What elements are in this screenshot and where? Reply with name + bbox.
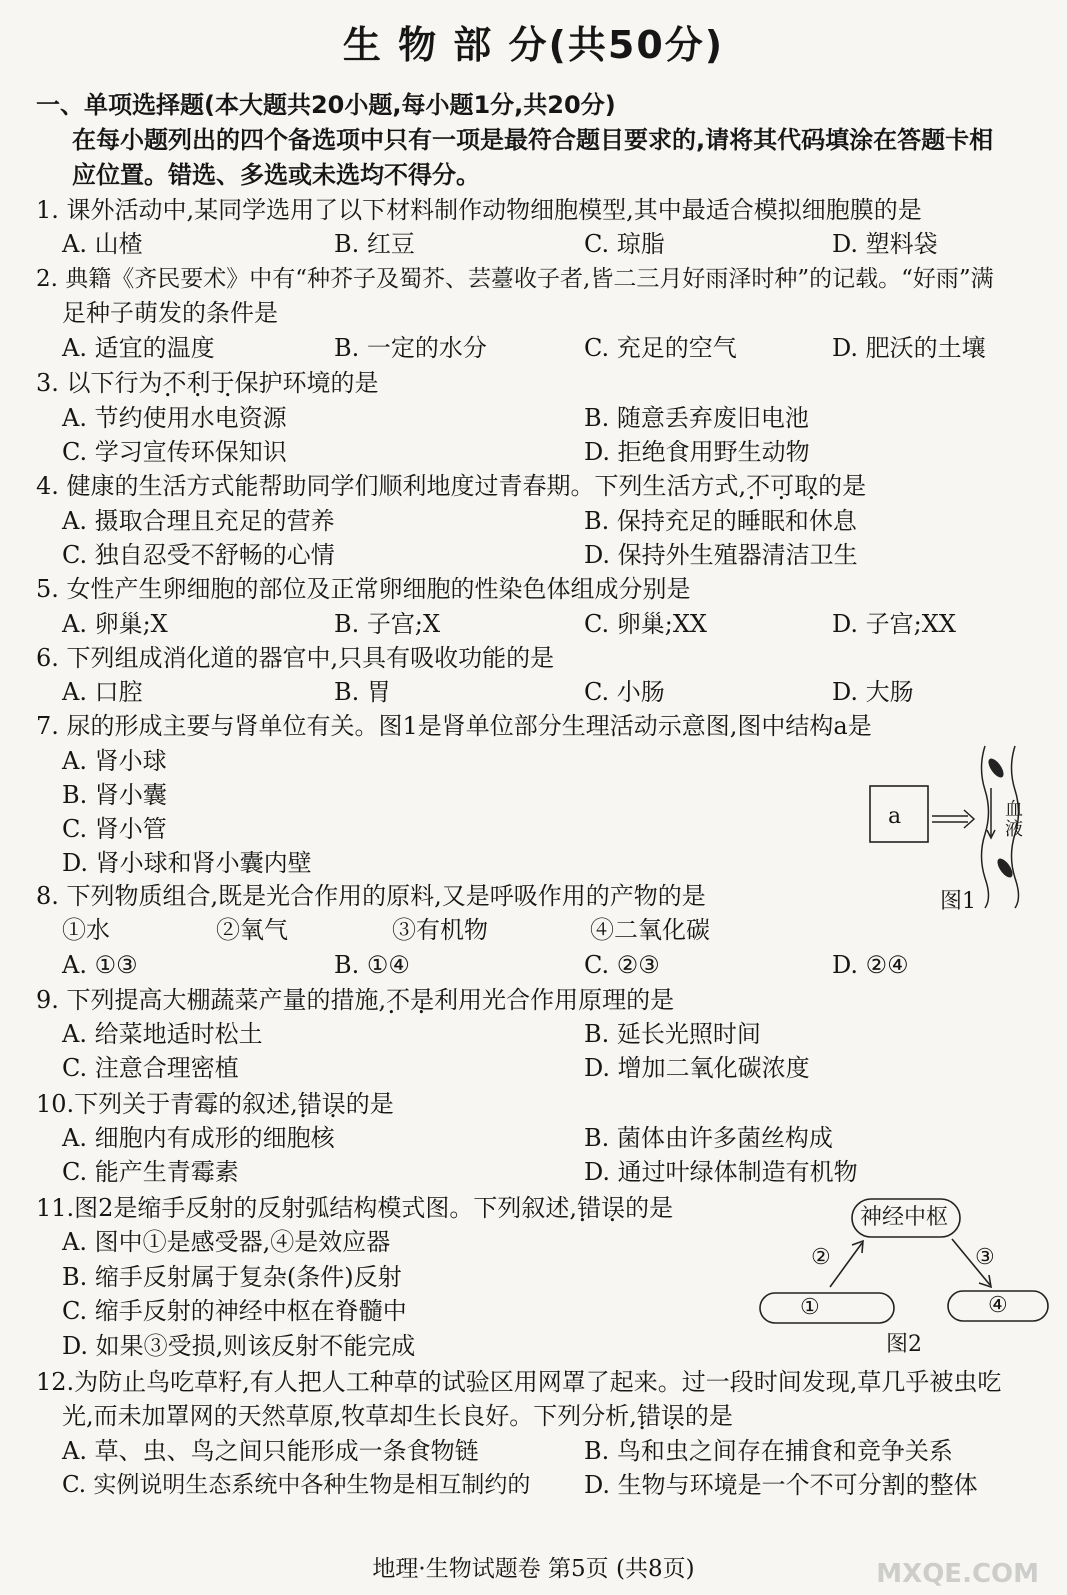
q4-option-c: C. 独自忍受不舒畅的心情 [62, 541, 335, 569]
q12-option-d: D. 生物与环境是一个不可分割的整体 [584, 1471, 978, 1499]
q8-item-1: ①水 [62, 916, 110, 944]
q9-option-d: D. 增加二氧化碳浓度 [584, 1054, 810, 1082]
q10-option-c: C. 能产生青霉素 [62, 1158, 239, 1186]
q4-stem: 4. 健康的生活方式能帮助同学们顺利地度过青春期。下列生活方式,不可取 • • •的是 [36, 471, 866, 501]
q5-stem: 5. 女性产生卵细胞的部位及正常卵细胞的性染色体组成分别是 [36, 575, 691, 603]
figure-2-caption: 图2 [886, 1332, 922, 1357]
q10-option-a: A. 细胞内有成形的细胞核 [62, 1124, 335, 1152]
q8-option-b: B. ①④ [334, 951, 410, 979]
q9-option-a: A. 给菜地适时松土 [62, 1020, 263, 1048]
q2-option-d: D. 肥沃的土壤 [832, 334, 986, 362]
q10-option-d: D. 通过叶绿体制造有机物 [584, 1158, 858, 1186]
q1-option-c: C. 琼脂 [584, 230, 665, 258]
q9-emphasis: 不是 • • [386, 986, 434, 1014]
q8-item-4: ④二氧化碳 [590, 916, 710, 944]
q10-stem: 10.下列关于青霉的叙述,错误 • •的是 [36, 1089, 394, 1119]
q5-option-a: A. 卵巢;X [62, 610, 168, 638]
q7-option-c: C. 肾小管 [62, 815, 167, 843]
q2-stem-2: 足种子萌发的条件是 [62, 299, 278, 327]
section-instruction-2: 应位置。错选、多选或未选均不得分。 [72, 161, 480, 189]
q4-emphasis: 不可取 • • • [746, 472, 818, 500]
q2-option-c: C. 充足的空气 [584, 334, 737, 362]
q5-option-c: C. 卵巢;XX [584, 610, 708, 638]
figure-1-caption: 图1 [940, 889, 976, 914]
q7-option-d: D. 肾小球和肾小囊内壁 [62, 849, 312, 877]
figure-2-center-label: 神经中枢 [860, 1205, 949, 1230]
q12-option-a: A. 草、虫、鸟之间只能形成一条食物链 [62, 1437, 479, 1465]
q2-option-a: A. 适宜的温度 [62, 334, 215, 362]
q8-option-a: A. ①③ [62, 951, 138, 979]
q1-stem: 1. 课外活动中,某同学选用了以下材料制作动物细胞模型,其中最适合模拟细胞膜的是 [36, 196, 922, 224]
q8-option-c: C. ②③ [584, 951, 660, 979]
q4-option-a: A. 摄取合理且充足的营养 [62, 507, 335, 535]
q4-option-d: D. 保持外生殖器清洁卫生 [584, 541, 858, 569]
figure-1-side-label: 血液 [1005, 799, 1023, 840]
q5-option-d: D. 子宫;XX [832, 610, 956, 638]
q12-option-b: B. 鸟和虫之间存在捕食和竞争关系 [584, 1437, 953, 1465]
q8-option-d: D. ②④ [832, 951, 909, 979]
q4-option-b: B. 保持充足的睡眠和休息 [584, 507, 857, 535]
q3-option-d: D. 拒绝食用野生动物 [584, 438, 810, 466]
q2-stem-1: 2. 典籍《齐民要术》中有“种芥子及蜀芥、芸薹收子者,皆二三月好雨泽时种”的记载。“好雨”满 [36, 266, 994, 292]
q1-option-b: B. 红豆 [334, 230, 415, 258]
q7-stem: 7. 尿的形成主要与肾单位有关。图1是肾单位部分生理活动示意图,图中结构a是 [36, 712, 872, 740]
section-instruction-1: 在每小题列出的四个备选项中只有一项是最符合题目要求的,请将其代码填涂在答题卡相 [72, 126, 994, 154]
q11-stem: 11.图2是缩手反射的反射弧结构模式图。下列叙述,错误 • •的是 [36, 1193, 673, 1223]
q11-option-a: A. 图中①是感受器,④是效应器 [62, 1228, 391, 1256]
q12-stem-1: 12.为防止鸟吃草籽,有人把人工种草的试验区用网罩了起来。过一段时间发现,草几乎被虫吃 [36, 1368, 1002, 1396]
q11-emphasis: 错误 • • [577, 1194, 625, 1222]
q9-option-c: C. 注意合理密植 [62, 1054, 239, 1082]
q10-option-b: B. 菌体由许多菌丝构成 [584, 1124, 833, 1152]
q10-emphasis: 错误 • • [298, 1090, 346, 1118]
q8-stem: 8. 下列物质组合,既是光合作用的原料,又是呼吸作用的产物的是 [36, 882, 706, 910]
q8-item-3: ③有机物 [392, 916, 488, 944]
figure-2-label-4: ④ [988, 1293, 1008, 1318]
q3-option-c: C. 学习宣传环保知识 [62, 438, 287, 466]
watermark: MXQE.COM [876, 1559, 1039, 1589]
q3-stem: 3. 以下行为不利于 • • •保护环境的是 [36, 368, 379, 398]
q3-option-a: A. 节约使用水电资源 [62, 404, 287, 432]
figure-2-label-2: ② [811, 1245, 831, 1270]
q11-option-d: D. 如果③受损,则该反射不能完成 [62, 1332, 416, 1360]
figure-2-label-1: ① [800, 1295, 820, 1320]
q6-option-a: A. 口腔 [62, 678, 143, 706]
q12-stem-2: 光,而未加罩网的天然草原,牧草却生长良好。下列分析,错误 • •的是 [62, 1401, 733, 1431]
q6-option-d: D. 大肠 [832, 678, 914, 706]
q1-option-d: D. 塑料袋 [832, 230, 938, 258]
q9-stem: 9. 下列提高大棚蔬菜产量的措施,不是 • •利用光合作用原理的是 [36, 985, 674, 1015]
q11-option-c: C. 缩手反射的神经中枢在脊髓中 [62, 1297, 407, 1325]
q12-option-c: C. 实例说明生态系统中各种生物是相互制约的 [62, 1472, 531, 1498]
q6-option-c: C. 小肠 [584, 678, 665, 706]
q8-item-2: ②氧气 [216, 916, 288, 944]
q6-option-b: B. 胃 [334, 678, 391, 706]
q1-option-a: A. 山楂 [62, 230, 143, 258]
figure-1-box-label: a [888, 804, 902, 829]
q7-option-b: B. 肾小囊 [62, 781, 167, 809]
q11-option-b: B. 缩手反射属于复杂(条件)反射 [62, 1263, 402, 1291]
q3-emphasis: 不利于 • • • [163, 369, 235, 397]
page-title: 生 物 部 分(共50分) [342, 23, 725, 67]
q12-emphasis: 错误 • • [637, 1402, 685, 1430]
figure-2-label-3: ③ [975, 1245, 995, 1270]
page-footer: 地理·生物试题卷 第5页 (共8页) [372, 1556, 695, 1582]
q5-option-b: B. 子宫;X [334, 610, 441, 638]
q9-option-b: B. 延长光照时间 [584, 1020, 761, 1048]
q2-option-b: B. 一定的水分 [334, 334, 487, 362]
q3-option-b: B. 随意丢弃废旧电池 [584, 404, 809, 432]
section-heading: 一、单项选择题(本大题共20小题,每小题1分,共20分) [36, 91, 616, 119]
q7-option-a: A. 肾小球 [62, 747, 167, 775]
q6-stem: 6. 下列组成消化道的器官中,只具有吸收功能的是 [36, 644, 555, 672]
